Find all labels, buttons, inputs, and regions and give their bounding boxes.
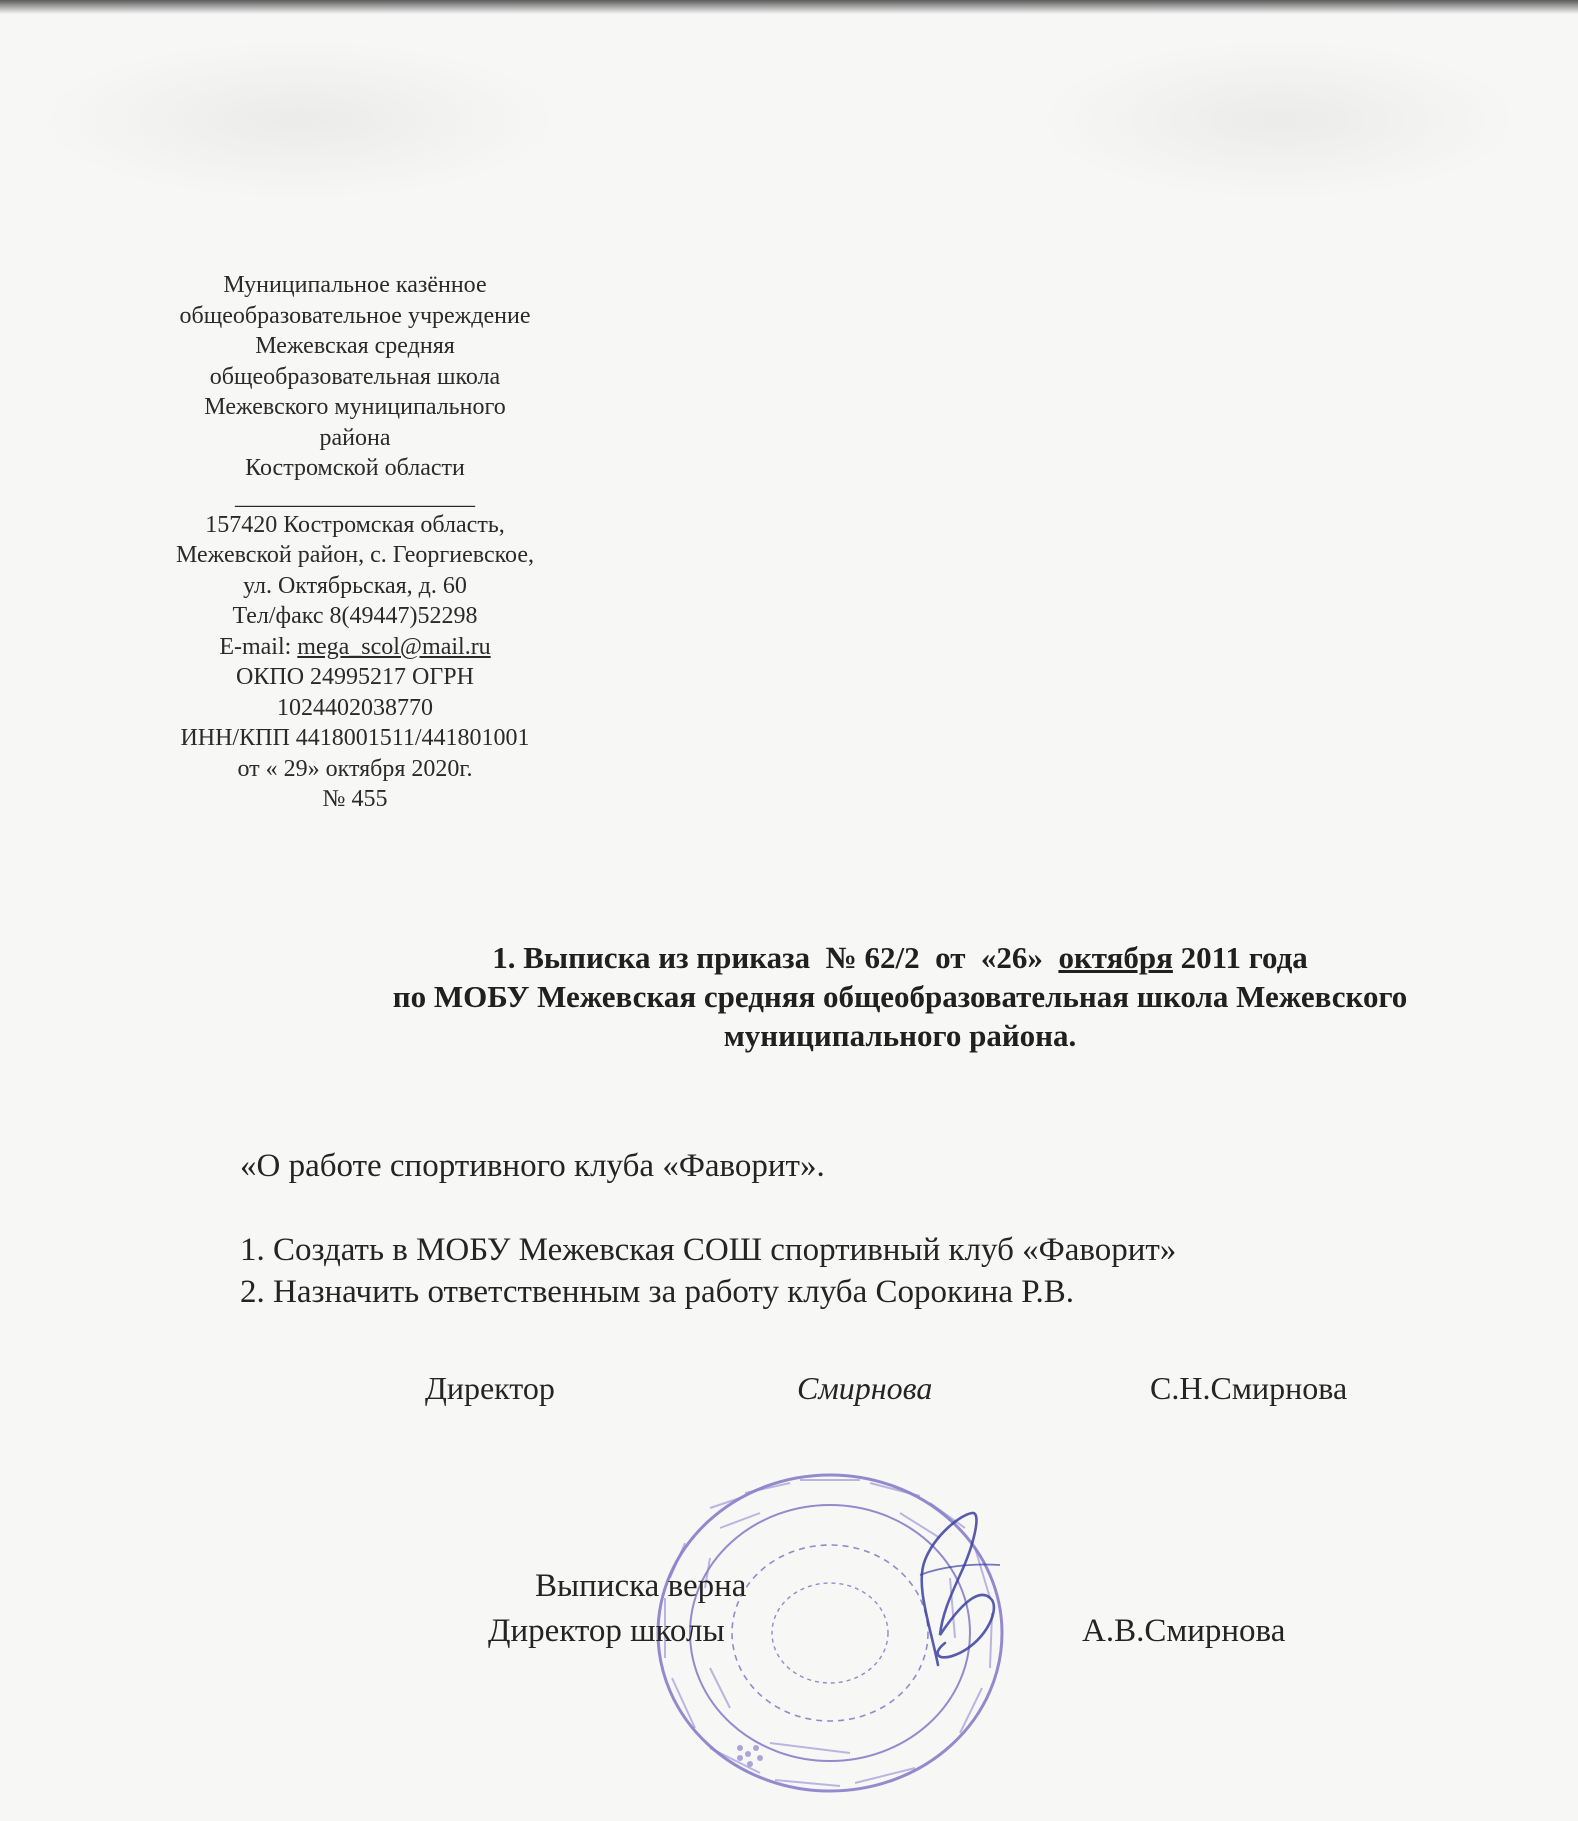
registry-line: ИНН/КПП 4418001511/441801001 [180, 725, 530, 751]
scan-edge-shadow [0, 0, 1578, 14]
document-number: № 455 [322, 786, 388, 812]
address-line: Межевской район, с. Георгиевское, [176, 542, 534, 568]
verification-name: А.В.Смирнова [1082, 1613, 1286, 1649]
email-link[interactable]: mega_scol@mail.ru [297, 633, 491, 660]
email-label: E-mail: [219, 633, 298, 660]
title-line-3: муниципального района. [723, 1018, 1077, 1053]
title-line-1 [230, 938, 1570, 977]
registry-line: 1024402038770 [277, 694, 433, 721]
letterhead-line: Межевского муниципального [204, 394, 506, 420]
director-position: Директор [425, 1370, 555, 1406]
order-body [240, 1145, 1480, 1313]
order-subject: «О работе спортивного клуба «Фаворит». [240, 1148, 825, 1184]
order-item: 2. Назначить ответственным за работу клуба Сорокина Р.В. [240, 1274, 1074, 1310]
phone-fax: Тел/факс 8(49447)52298 [232, 603, 478, 629]
order-item: 1. Создать в МОБУ Межевская СОШ спортивный клуб «Фаворит» [240, 1232, 1177, 1268]
title-suffix: 2011 года [1172, 940, 1308, 975]
letterhead-line: Межевская средняя [255, 333, 455, 359]
document-title [230, 938, 1570, 1055]
letterhead-line: Муниципальное казённое [223, 272, 487, 298]
scan-smudge [40, 40, 560, 200]
letterhead [130, 270, 580, 815]
email-line [130, 632, 580, 663]
title-line-2: по МОБУ Межевская средняя общеобразовательная школа Межевского [392, 979, 1408, 1014]
handwritten-signature-icon [900, 1505, 1010, 1675]
verification-position: Директор школы [488, 1613, 725, 1649]
letterhead-separator: ____________________ [235, 483, 475, 510]
letterhead-line: общеобразовательное учреждение [179, 302, 531, 329]
letterhead-line: Костромской области [245, 455, 465, 481]
director-name: С.Н.Смирнова [1150, 1370, 1348, 1406]
address-line: 157420 Костромская область, [205, 511, 505, 538]
director-signature: Смирнова [797, 1370, 933, 1406]
title-prefix: 1. Выписка из приказа № 62/2 от «26» [492, 940, 1059, 975]
registry-line: ОКПО 24995217 ОГРН [236, 664, 474, 690]
title-month: октября [1058, 940, 1173, 975]
scan-smudge [1040, 40, 1520, 200]
letterhead-line: общеобразовательная школа [209, 363, 501, 390]
address-line: ул. Октябрьская, д. 60 [243, 572, 467, 599]
letterhead-line: района [319, 424, 391, 451]
document-date: от « 29» октября 2020г. [237, 755, 473, 782]
verification-note: Выписка верна [535, 1568, 747, 1604]
